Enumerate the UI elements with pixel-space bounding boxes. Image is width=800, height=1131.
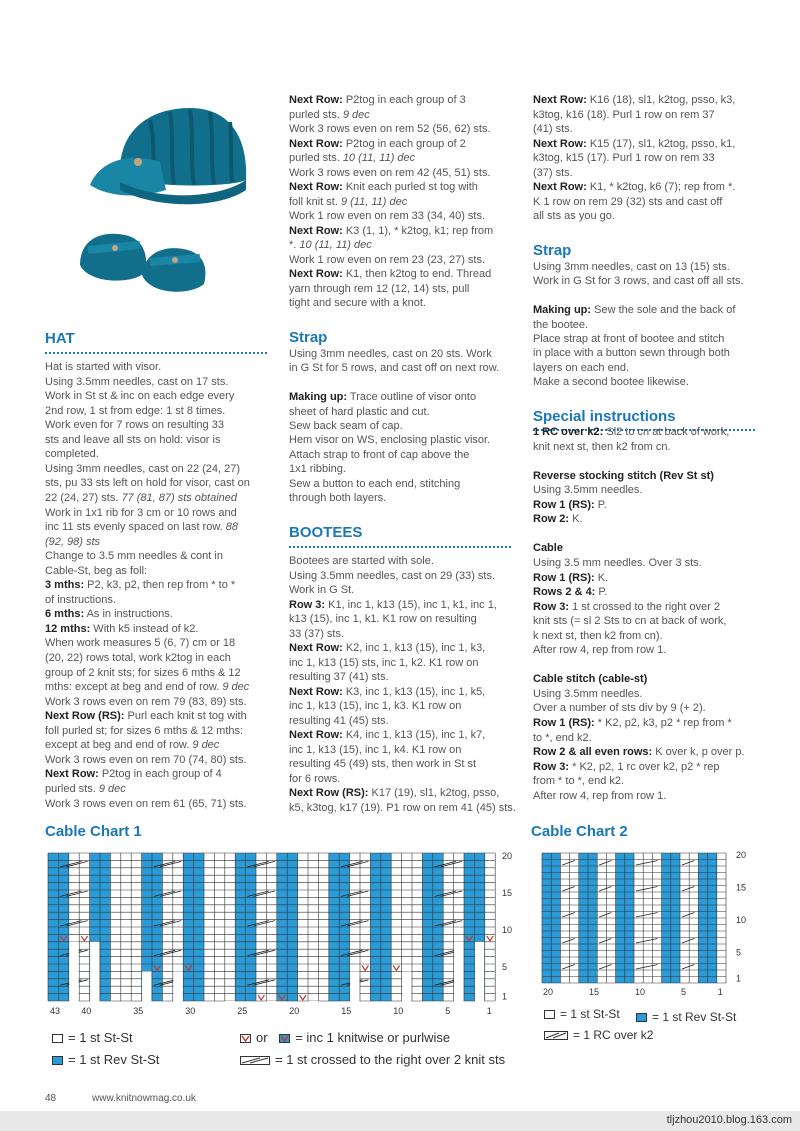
inc-red-icon (240, 1034, 251, 1043)
text-line: Change to 3.5 mm needles & cont in (45, 550, 223, 563)
empty-cell-column (454, 942, 463, 1002)
text-line: Row 2 & all even rows: K over k, p over p. (533, 746, 745, 759)
text-line: *. 10 (11, 11) dec (289, 239, 372, 251)
text-line: k13 (15), inc 1, k1. K1 row on resulting (289, 613, 477, 625)
text-line: 3 mths: P2, k3, p2, then rep from * to * (45, 579, 236, 592)
text-line: (37) sts. (533, 166, 573, 179)
row-label: 1 (736, 973, 742, 984)
strap-heading: Strap (289, 329, 328, 346)
text-line: tight and secure with a knot. (289, 297, 426, 309)
hat-divider (45, 352, 267, 354)
text-line: 6 mths: As in instructions. (45, 608, 173, 621)
text-line: k5, k3tog, k17 (19). P1 row on rem 41 (45) sts. (289, 801, 516, 814)
text-line: purled sts. 9 dec (289, 108, 370, 121)
text-line: Cable-St, beg as foll: (45, 564, 148, 577)
legend-rev-st-st: = 1 st Rev St-St (52, 1052, 159, 1067)
text-line: Next Row: K1, * k2tog, k6 (7); rep from *. (533, 181, 736, 193)
text-line: k next st, then k2 from cn). (533, 629, 663, 642)
col-label: 1 (486, 1006, 492, 1016)
row-label: 20 (502, 850, 513, 861)
cross-stitch-icon (240, 1056, 270, 1065)
watermark-bar (0, 1111, 800, 1131)
text-line: Work even for 7 rows on resulting 33 (45, 419, 224, 432)
empty-cell-column (173, 971, 182, 1002)
text-line: Next Row: K16 (18), sl1, k2tog, psso, k3, (533, 94, 736, 106)
text-line: Row 1 (RS): P. (533, 498, 607, 511)
rc-icon (544, 1031, 568, 1040)
text-line: group of 2 knit sts; for sizes 6 mths & 12 (45, 666, 241, 679)
col-label: 20 (543, 987, 554, 997)
text-line: resulting 41 (45) sts. (289, 714, 389, 727)
col-label: 10 (393, 1006, 404, 1016)
text-line: Using 3mm needles, cast on 22 (24, 27) (45, 462, 241, 475)
bootees-divider (289, 546, 511, 548)
empty-cell-column (267, 1001, 276, 1002)
text-line: Using 3mm needles, cast on 13 (15) sts. (533, 261, 730, 273)
text-line: of instructions. (45, 593, 116, 606)
text-line: resulting 37 (41) sts. (289, 671, 389, 683)
text-line: except at beg and end of row. 9 dec (45, 739, 220, 752)
text-line: Place strap at front of bootee and stitch (533, 333, 725, 345)
text-line: through both layers. (289, 492, 387, 504)
text-line: Work in G St. (289, 584, 355, 596)
text-line: Next Row (RS): K17 (19), sl1, k2tog, psso, (289, 787, 500, 799)
text-line: Row 1 (RS): * K2, p2, k3, p2 * rep from * (533, 717, 732, 729)
text-line: all sts as you go. (533, 210, 615, 222)
text-line: Over a number of sts div by 9 (+ 2). (533, 702, 706, 715)
text-line: Work in St st & inc on each edge every (45, 390, 235, 403)
text-line: sts and leave all sts on hold: visor is (45, 433, 221, 446)
text-line: Using 3.5mm needles, cast on 17 sts. (45, 375, 229, 388)
text-line: inc 1, k13 (15) sts, inc 1, k2. K1 row on (289, 656, 479, 669)
empty-cell-column (142, 971, 151, 1002)
row-label: 1 (502, 991, 508, 1002)
empty-cell-column (475, 942, 484, 1002)
text-line: to *, end k2. (533, 731, 592, 744)
col-label: 10 (635, 987, 646, 997)
empty-cell-column (309, 1001, 318, 1002)
text-line: knit next st, then k2 from cn. (533, 440, 671, 453)
text-line: Rows 2 & 4: P. (533, 586, 608, 599)
inc-blue-icon (279, 1034, 290, 1043)
text-line: inc 11 sts evenly spaced on last row. 88 (45, 521, 239, 534)
legend-crossed: = 1 st crossed to the right over 2 knit sts (240, 1052, 505, 1067)
watermark: tljzhou2010.blog.163.com (666, 1114, 792, 1126)
text-line: foll purled st; for sizes 6 mths & 12 mths: (45, 724, 244, 737)
text-line: knit sts (= sl 2 Sts to cn at back of work, (533, 615, 727, 628)
text-line: Making up: Trace outline of visor onto (289, 391, 477, 404)
text-line: Sew back seam of cap. (289, 420, 403, 432)
row-label: 5 (736, 947, 742, 958)
text-line: Work 3 rows even on rem 70 (74, 80) sts. (45, 753, 247, 766)
text-line: Hem visor on WS, enclosing plastic visor. (289, 434, 491, 447)
legend-st-st: = 1 st St-St (52, 1030, 133, 1045)
text-line: resulting 45 (49) sts, then work in St st (289, 758, 477, 770)
empty-cell-column (402, 971, 411, 1002)
text-line: After row 4, rep from row 1. (533, 644, 667, 657)
text-line: Row 3: * K2, p2, 1 rc over k2, p2 * rep (533, 760, 720, 773)
text-line: 1x1 ribbing. (289, 463, 346, 476)
hat-bootees-photo (70, 90, 270, 313)
text-line: layers on each end. (533, 361, 630, 374)
text-line: Next Row: P2tog in each group of 4 (45, 768, 222, 781)
row-label: 15 (502, 887, 513, 898)
empty-cell-column (90, 942, 99, 1002)
text-line: sheet of hard plastic and cut. (289, 405, 430, 418)
col-label: 25 (237, 1006, 248, 1016)
text-line: k3tog, k15 (17). Purl 1 row on rem 33 (533, 152, 715, 164)
text-line: purled sts. 9 dec (45, 782, 126, 795)
text-line: k3tog, k16 (18). Purl 1 row on rem 37 (533, 108, 715, 121)
text-line: Next Row: K15 (17), sl1, k2tog, psso, k1, (533, 137, 736, 150)
bootee-strap-heading: Strap (533, 242, 572, 259)
text-line: Work in 1x1 rib for 3 cm or 10 rows and (45, 506, 237, 519)
text-line: Work 3 rows even on rem 61 (65, 71) sts. (45, 797, 247, 810)
text-line: in G St for 5 rows, and cast off on next row. (289, 362, 500, 375)
col-label: 15 (589, 987, 600, 997)
text-line: Row 3: 1 st crossed to the right over 2 (533, 600, 721, 613)
text-line: (20, 22) rows total, work k2tog in each (45, 652, 231, 664)
text-line: Cable (533, 542, 563, 555)
text-line: inc 1, k13 (15), inc 1, k4. K1 row on (289, 743, 462, 756)
text-line: 33 (37) sts. (289, 627, 345, 640)
text-line: Work 1 row even on rem 33 (34, 40) sts. (289, 210, 486, 222)
text-line: Using 3.5mm needles. (533, 484, 643, 497)
text-line: Next Row: K3, inc 1, k13 (15), inc 1, k5, (289, 685, 486, 698)
col-label: 20 (289, 1006, 300, 1016)
st-st-swatch-2 (544, 1010, 555, 1019)
empty-cell-column (69, 942, 78, 1002)
site-url: www.knitnowmag.co.uk (92, 1093, 196, 1104)
text-line: When work measures 5 (6, 7) cm or 18 (45, 637, 236, 650)
col-label: 5 (445, 1006, 451, 1016)
text-line: from * to *, end k2. (533, 775, 625, 788)
bootees-heading: BOOTEES (289, 524, 363, 541)
text-line: Next Row: Knit each purled st tog with (289, 181, 478, 193)
col-label: 15 (341, 1006, 352, 1016)
text-line: yarn through rem 12 (12, 14) sts, pull (289, 282, 470, 295)
text-line: Row 1 (RS): K. (533, 571, 609, 584)
text-line: the bootee. (533, 318, 589, 331)
text-line: purled sts. 10 (11, 11) dec (289, 152, 416, 164)
text-line: completed. (45, 448, 99, 461)
text-line: Work in G St for 3 rows, and cast off all sts. (533, 275, 744, 288)
text-line: Bootees are started with sole. (289, 555, 434, 567)
text-line: 1 RC over k2: Sl2 to cn at back of work, (533, 426, 730, 438)
col-label: 43 (50, 1006, 61, 1016)
text-line: Using 3.5 mm needles. Over 3 sts. (533, 556, 702, 569)
empty-cell-column (225, 1001, 234, 1002)
text-line: Next Row: P2tog in each group of 2 (289, 137, 466, 150)
cable-chart-1-title: Cable Chart 1 (45, 823, 142, 840)
text-line: Sew a button to each end, stitching (289, 477, 461, 490)
col-label: 40 (81, 1006, 92, 1016)
col-label: 5 (681, 987, 687, 997)
text-line: Make a second bootee likewise. (533, 376, 689, 389)
legend2-rev-st-st: = 1 st Rev St-St (636, 1010, 736, 1024)
st-st-swatch (52, 1034, 63, 1043)
row-label: 20 (736, 850, 747, 861)
hat-heading: HAT (45, 330, 75, 347)
row-label: 5 (502, 961, 508, 972)
special-instructions-heading: Special instructions (533, 408, 676, 425)
text-line: foll knit st. 9 (11, 11) dec (289, 195, 408, 208)
row-label: 15 (736, 882, 747, 893)
text-line: Reverse stocking stitch (Rev St st) (533, 469, 714, 482)
text-line: Next Row: P2tog in each group of 3 (289, 94, 466, 106)
cable-chart-2-title: Cable Chart 2 (531, 823, 628, 840)
text-line: mths: except at beg and end of row. 9 dec (45, 681, 250, 694)
text-line: After row 4, rep from row 1. (533, 789, 667, 802)
legend2-rc: = 1 RC over k2 (544, 1028, 653, 1042)
text-line: Row 2: K. (533, 513, 583, 526)
text-line: Making up: Sew the sole and the back of (533, 304, 736, 317)
text-line: for 6 rows. (289, 772, 341, 785)
empty-cell-column (350, 971, 359, 1002)
text-line: Using 3mm needles, cast on 20 sts. Work (289, 348, 492, 360)
text-line: Using 3.5mm needles. (533, 687, 643, 700)
text-line: Work 3 rows even on rem 42 (45, 51) sts. (289, 166, 491, 179)
text-line: sts, pu 33 sts left on hold for visor, cast on (45, 477, 250, 490)
page-number: 48 (45, 1093, 57, 1104)
text-line: in place with a button sewn through both (533, 347, 730, 360)
text-line: Next Row: K4, inc 1, k13 (15), inc 1, k7, (289, 729, 486, 741)
rev-st-st-swatch-2 (636, 1013, 647, 1022)
text-line: (41) sts. (533, 123, 573, 135)
text-line: 22 (24, 27) sts. 77 (81, 87) sts obtained (45, 491, 238, 504)
text-line: Next Row: K3 (1, 1), * k2tog, k1; rep from (289, 224, 494, 237)
legend2-st-st: = 1 st St-St (544, 1007, 620, 1021)
legend-inc: or = inc 1 knitwise or purlwise (240, 1030, 450, 1045)
text-line: Cable stitch (cable-st) (533, 673, 648, 686)
cable-chart-1 (30, 845, 520, 1020)
text-line: Using 3.5mm needles, cast on 29 (33) sts. (289, 569, 496, 582)
text-line: K 1 row on rem 29 (32) sts and cast off (533, 195, 723, 208)
col-label: 35 (133, 1006, 144, 1016)
row-label: 10 (736, 915, 747, 926)
text-line: (92, 98) sts (45, 535, 101, 548)
text-line: Next Row: K2, inc 1, k13 (15), inc 1, k3, (289, 642, 486, 654)
text-line: Next Row (RS): Purl each knit st tog with (45, 710, 247, 723)
text-line: Next Row: K1, then k2tog to end. Thread (289, 268, 492, 280)
text-line: Work 3 rows even on rem 79 (83, 89) sts. (45, 695, 247, 708)
cable-chart-2 (530, 845, 760, 1000)
rev-st-st-swatch (52, 1056, 63, 1065)
text-line: Hat is started with visor. (45, 361, 162, 373)
col-label: 30 (185, 1006, 196, 1016)
text-line: 12 mths: With k5 instead of k2. (45, 622, 199, 635)
text-line: Row 3: K1, inc 1, k13 (15), inc 1, k1, inc 1, (289, 598, 497, 611)
text-line: Attach strap to front of cap above the (289, 448, 470, 461)
text-line: 2nd row, 1 st from edge: 1 st 8 times. (45, 404, 226, 417)
row-label: 10 (502, 924, 513, 935)
col-label: 1 (717, 987, 723, 997)
text-line: inc 1, k13 (15), inc 1, k3. K1 row on (289, 700, 462, 712)
text-line: Work 1 row even on rem 23 (23, 27) sts. (289, 253, 486, 266)
text-line: Work 3 rows even on rem 52 (56, 62) sts. (289, 123, 491, 135)
